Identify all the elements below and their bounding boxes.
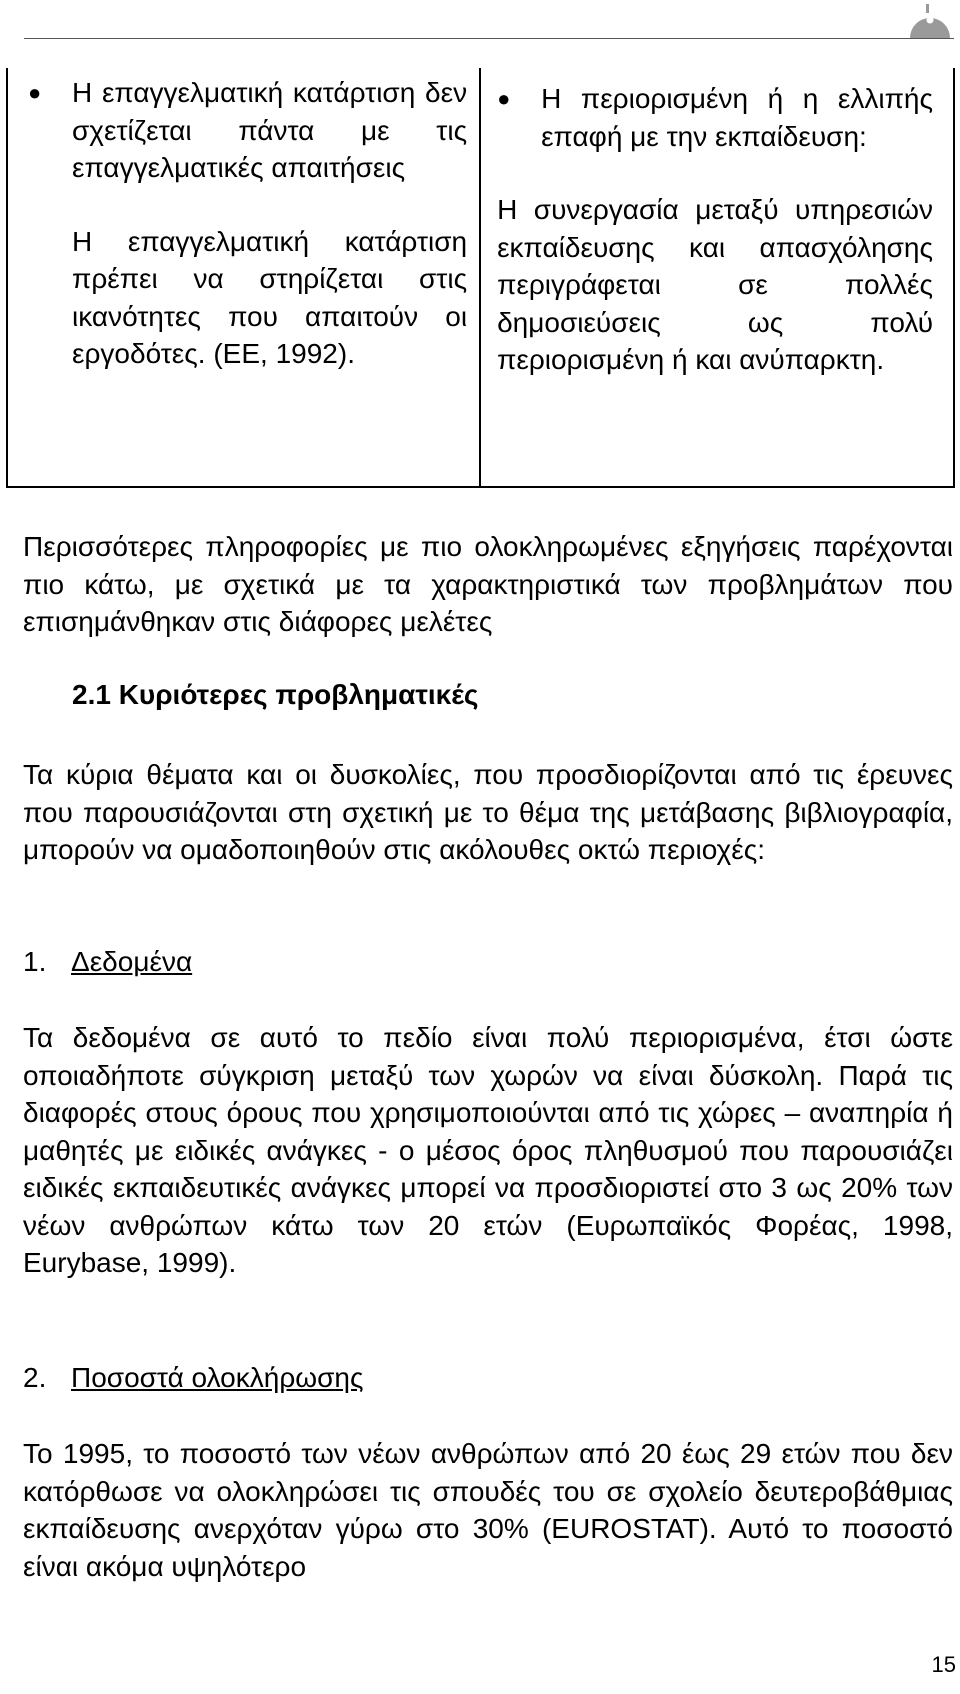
intro-paragraph: Περισσότερες πληροφορίες με πιο ολοκληρωμένες εξηγήσεις παρέχονται πιο κάτω, με σχετικά με τα χαρακτηριστικά των προβλημάτων που επισημάνθηκαν στις διάφορες μελέτες: [23, 531, 953, 637]
list-item-title: Δεδομένα: [71, 946, 193, 977]
section-heading: 2.1 Κυριότερες προβληματικές: [72, 679, 479, 710]
bullet-item: [28, 74, 468, 187]
list-item-number: 1.: [23, 946, 47, 977]
bullet-item: [497, 80, 933, 155]
table-cell-right: [481, 68, 953, 486]
list-item-paragraph: Τα δεδομένα σε αυτό το πεδίο είναι πολύ περιορισμένα, έτσι ώστε οποιαδήποτε σύγκριση μεταξύ των χωρών να είναι δύσκολη. Παρά τις διαφορές στους όρους που χρησιμοποιούνται από τις χώρες – αναπηρία ή μαθητές με ειδικές ανάγκες - ο μέσος όρος πληθυσμού που παρουσιάζει ειδικές εκπαιδευτικές ανάγκες μπορεί να προσδιοριστεί στο 3 ως 20% των νέων ανθρώπων κάτω των 20 ετών (Ευρωπαϊκός Φορέας, 1998, Eurybase, 1999).: [23, 1022, 953, 1278]
bullet-dot-icon: ●: [497, 86, 511, 111]
dome-logo-icon: [904, 4, 954, 40]
list-item-number: 2.: [23, 1362, 47, 1393]
bullet-dot-icon: ●: [28, 80, 42, 105]
bullet-text: Η περιορισμένη ή η ελλιπής επαφή με την εκπαίδευση:: [541, 83, 933, 152]
list-item-title: Ποσοστά ολοκλήρωσης: [71, 1362, 364, 1393]
page-number: 15: [931, 1652, 956, 1677]
section-paragraph: Τα κύρια θέματα και οι δυσκολίες, που προσδιορίζονται από τις έρευνες που παρουσιάζονται στη σχετική με το θέμα της μετάβασης βιβλιογραφία, μπορούν να ομαδοποιηθούν στις ακόλουθες οκτώ περιοχές:: [23, 759, 953, 865]
header-rule: [24, 38, 954, 39]
list-item-heading: [23, 943, 192, 981]
list-item-heading: [23, 1359, 363, 1397]
list-item-paragraph: Το 1995, το ποσοστό των νέων ανθρώπων από 20 έως 29 ετών που δεν κατόρθωσε να ολοκληρώσει τις σπουδές του σε σχολείο δευτεροβάθμιας εκπαίδευσης ανερχόταν γύρω στο 30% (EUROSTAT). Αυτό το ποσοστό είναι ακόμα υψηλότερο: [23, 1438, 953, 1582]
bullet-text: Η επαγγελματική κατάρτιση δεν σχετίζεται πάντα με τις επαγγελματικές απαιτήσεις: [72, 77, 468, 183]
table-cell-left: [8, 68, 481, 486]
cell-body-text: Η επαγγελματική κατάρτιση πρέπει να στηρίζεται στις ικανότητες που απαιτούν οι εργοδότες. (ΕΕ, 1992).: [72, 225, 468, 369]
cell-body-text: Η συνεργασία μεταξύ υπηρεσιών εκπαίδευσης και απασχόλησης περιγράφεται σε πολλές δημοσιεύσεις ως πολύ περιορισμένη ή και ανύπαρκτη.: [497, 194, 933, 375]
comparison-table: [6, 68, 955, 488]
